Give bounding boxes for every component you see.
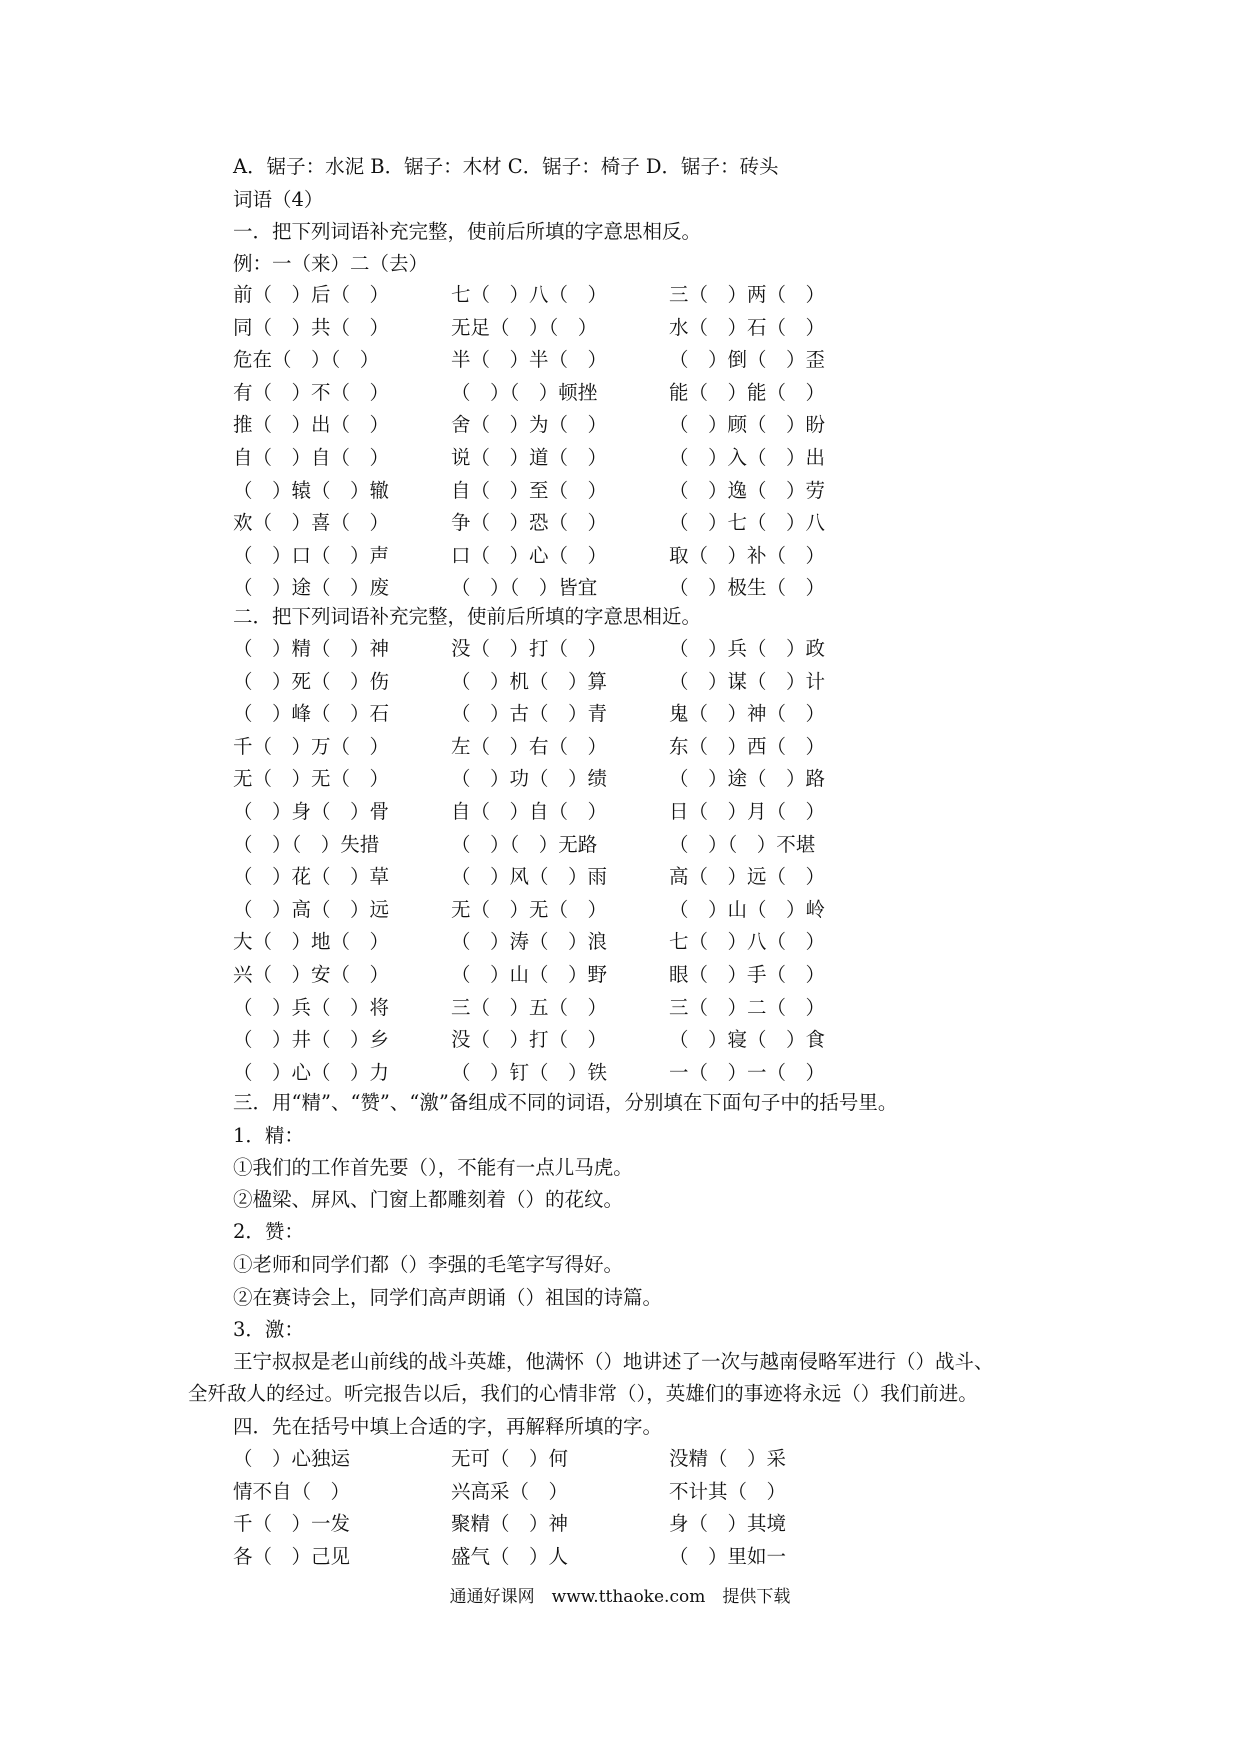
word-blank-item: 大（ ）地（ ）: [233, 930, 390, 954]
word-blank-item: （ ）七（ ）八: [669, 511, 826, 535]
word-blank-item: 无（ ）无（ ）: [451, 897, 608, 921]
word-blank-item: 身（ ）其境: [669, 1512, 787, 1535]
word-blank-item: （ ）兵（ ）将: [233, 995, 390, 1019]
word-blank-item: （ ）顾（ ）盼: [669, 413, 826, 437]
word-blank-item: 没（ ）打（ ）: [451, 1028, 608, 1052]
word-blank-item: 情不自（ ）: [233, 1479, 351, 1503]
word-blank-item: （ ）山（ ）岭: [669, 897, 826, 921]
word-blank-item: （ ）（ ）无路: [451, 832, 598, 856]
word-blank-item: 鬼（ ）神（ ）: [669, 702, 826, 726]
word-blank-item: 无可（ ）何: [451, 1447, 569, 1470]
section3-item1-label: 1．精：: [233, 1124, 304, 1147]
word-blank-item: （ ）（ ）皆宜: [451, 576, 598, 600]
word-blank-item: （ ）（ ）不堪: [669, 832, 816, 856]
word-blank-item: 左（ ）右（ ）: [451, 734, 608, 758]
word-blank-item: （ ）死（ ）伤: [233, 669, 390, 693]
word-blank-item: 自（ ）自（ ）: [451, 799, 608, 823]
word-blank-item: 无（ ）无（ ）: [233, 767, 390, 791]
word-blank-item: 半（ ）半（ ）: [451, 348, 608, 372]
section3-item1-sentence2: ②楹梁、屏风、门窗上都雕刻着（）的花纹。: [233, 1188, 624, 1211]
section3-item2-sentence2: ②在赛诗会上，同学们高声朗诵（）祖国的诗篇。: [233, 1286, 663, 1309]
word-blank-item: （ ）身（ ）骨: [233, 799, 390, 823]
word-blank-item: （ ）井（ ）乡: [233, 1028, 390, 1052]
word-blank-item: （ ）兵（ ）政: [669, 637, 826, 660]
section3-item3-label: 3．激：: [233, 1318, 304, 1341]
word-blank-item: 千（ ）一发: [233, 1512, 351, 1535]
word-blank-item: 争（ ）恐（ ）: [451, 511, 608, 535]
word-blank-item: 无足（ ）（ ）: [451, 315, 598, 339]
word-blank-item: （ ）机（ ）算: [451, 669, 608, 693]
word-blank-item: （ ）风（ ）雨: [451, 865, 608, 889]
word-blank-item: 各（ ）己见: [233, 1544, 351, 1568]
word-blank-item: 推（ ）出（ ）: [233, 413, 390, 437]
word-blank-item: （ ）（ ）失措: [233, 832, 380, 856]
word-blank-item: （ ）途（ ）废: [233, 576, 390, 600]
word-blank-item: （ ）极生（ ）: [669, 576, 826, 600]
word-blank-item: 兴（ ）安（ ）: [233, 962, 390, 986]
word-blank-item: （ ）花（ ）草: [233, 865, 390, 889]
word-blank-item: 聚精（ ）神: [451, 1512, 569, 1535]
word-blank-item: 舍（ ）为（ ）: [451, 413, 608, 437]
word-blank-item: 能（ ）能（ ）: [669, 380, 826, 404]
word-blank-item: （ ）里如一: [669, 1544, 787, 1568]
word-blank-item: 眼（ ）手（ ）: [669, 962, 826, 986]
word-blank-item: （ ）逸（ ）劳: [669, 478, 826, 502]
section-title: 词语（4）: [233, 188, 324, 211]
word-blank-item: （ ）口（ ）声: [233, 543, 390, 567]
word-blank-item: 日（ ）月（ ）: [669, 799, 826, 823]
word-blank-item: （ ）山（ ）野: [451, 962, 608, 986]
word-blank-item: 三（ ）五（ ）: [451, 995, 608, 1019]
word-blank-item: （ ）（ ）顿挫: [451, 380, 598, 404]
word-blank-item: （ ）途（ ）路: [669, 767, 826, 791]
word-blank-item: 兴高采（ ）: [451, 1479, 569, 1503]
word-blank-item: 高（ ）远（ ）: [669, 865, 826, 889]
word-blank-item: 千（ ）万（ ）: [233, 734, 390, 758]
word-blank-item: 东（ ）西（ ）: [669, 734, 826, 758]
word-blank-item: 不计其（ ）: [669, 1479, 787, 1503]
word-blank-item: 水（ ）石（ ）: [669, 315, 826, 339]
section3-item2-label: 2．赞：: [233, 1220, 304, 1243]
section1-example: 例：一（来）二（去）: [233, 252, 429, 275]
word-blank-item: 盛气（ ）人: [451, 1544, 569, 1568]
word-blank-item: 有（ ）不（ ）: [233, 380, 390, 404]
word-blank-item: 没（ ）打（ ）: [451, 637, 608, 660]
word-blank-item: （ ）精（ ）神: [233, 637, 390, 660]
word-blank-item: 一（ ）一（ ）: [669, 1060, 826, 1084]
word-blank-item: 说（ ）道（ ）: [451, 445, 608, 469]
word-blank-item: （ ）古（ ）青: [451, 702, 608, 726]
word-blank-item: （ ）心（ ）力: [233, 1060, 390, 1084]
word-blank-item: （ ）功（ ）绩: [451, 767, 608, 791]
word-blank-item: 七（ ）八（ ）: [451, 283, 608, 306]
word-blank-item: 口（ ）心（ ）: [451, 543, 608, 567]
section3-heading: 三．用“精”、“赞”、“激”备组成不同的词语，分别填在下面句子中的括号里。: [233, 1091, 898, 1114]
word-blank-item: 自（ ）至（ ）: [451, 478, 608, 502]
word-blank-item: （ ）倒（ ）歪: [669, 348, 826, 372]
word-blank-item: （ ）入（ ）出: [669, 445, 826, 469]
word-blank-item: 自（ ）自（ ）: [233, 445, 390, 469]
word-blank-item: 同（ ）共（ ）: [233, 315, 390, 339]
word-blank-item: 前（ ）后（ ）: [233, 283, 390, 306]
word-blank-item: （ ）辕（ ）辙: [233, 478, 390, 502]
word-blank-item: （ ）寝（ ）食: [669, 1028, 826, 1052]
word-blank-item: （ ）钉（ ）铁: [451, 1060, 608, 1084]
word-blank-item: 没精（ ）采: [669, 1447, 787, 1470]
section1-heading: 一．把下列词语补充完整，使前后所填的字意思相反。: [233, 220, 702, 243]
section3-paragraph-line2: 全歼敌人的经过。听完报告以后，我们的心情非常（），英雄们的事迹将永远（）我们前进。: [188, 1382, 978, 1405]
top-options-line: A．锯子：水泥 B．锯子：木材 C．锯子：椅子 D．锯子：砖头: [233, 155, 779, 178]
word-blank-item: 三（ ）两（ ）: [669, 283, 826, 306]
word-blank-item: 七（ ）八（ ）: [669, 930, 826, 954]
word-blank-item: 危在（ ）（ ）: [233, 348, 380, 372]
word-blank-item: （ ）峰（ ）石: [233, 702, 390, 726]
word-blank-item: （ ）涛（ ）浪: [451, 930, 608, 954]
section4-heading: 四．先在括号中填上合适的字，再解释所填的字。: [233, 1415, 663, 1438]
word-blank-item: （ ）心独运: [233, 1447, 351, 1470]
word-blank-item: （ ）谋（ ）计: [669, 669, 826, 693]
section2-heading: 二．把下列词语补充完整，使前后所填的字意思相近。: [233, 605, 702, 628]
section3-item1-sentence1: ①我们的工作首先要（），不能有一点儿马虎。: [233, 1156, 633, 1179]
section3-paragraph-line1: 王宁叔叔是老山前线的战斗英雄，他满怀（）地讲述了一次与越南侵略军进行（）战斗、: [233, 1350, 994, 1373]
word-blank-item: 欢（ ）喜（ ）: [233, 511, 390, 535]
page-footer: 通通好课网 www.tthaoke.com 提供下载: [449, 1587, 791, 1607]
word-blank-item: 三（ ）二（ ）: [669, 995, 826, 1019]
section3-item2-sentence1: ①老师和同学们都（）李强的毛笔字写得好。: [233, 1253, 624, 1276]
word-blank-item: 取（ ）补（ ）: [669, 543, 826, 567]
word-blank-item: （ ）高（ ）远: [233, 897, 390, 921]
